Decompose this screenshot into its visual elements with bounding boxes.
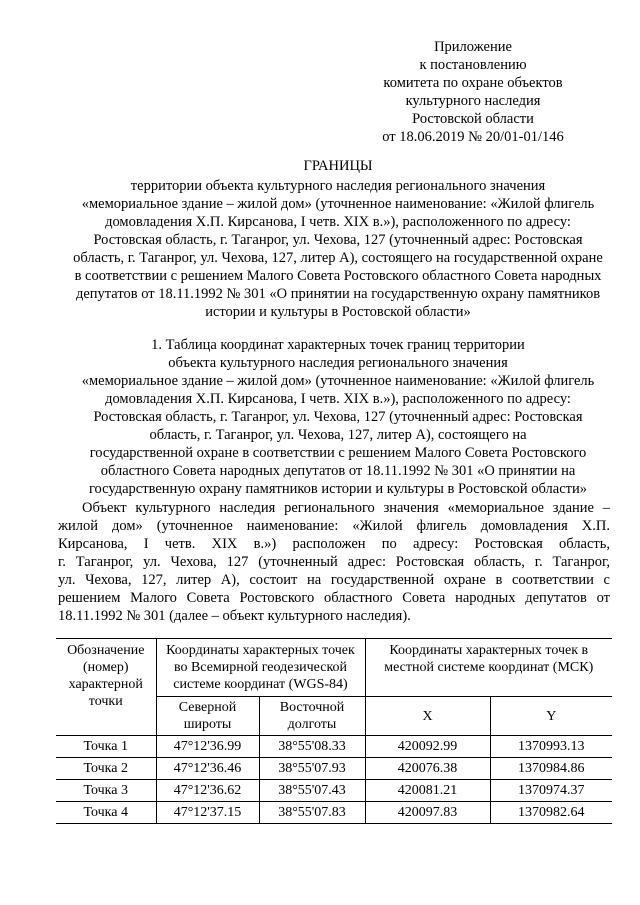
title-line: Ростовская область, г. Таганрог, ул. Чехова, 127 (уточненный адрес: Ростовская bbox=[93, 232, 583, 248]
section-line: объекта культурного наследия регионального значения bbox=[168, 355, 508, 371]
appendix-line: Приложение bbox=[434, 39, 512, 55]
cell-longitude: 38°55'07.93 bbox=[259, 758, 365, 780]
paragraph-line: Объект культурного наследия регионального значения «мемориальное здание – bbox=[82, 500, 610, 516]
appendix-header bbox=[358, 38, 588, 146]
table-row bbox=[56, 780, 612, 802]
section-line: государственную охрану памятников истории и культуры в Ростовской области» bbox=[88, 481, 588, 497]
cell-point: Точка 4 bbox=[56, 802, 156, 824]
section-line: 1. Таблица координат характерных точек границ территории bbox=[151, 337, 525, 353]
section-line: «мемориальное здание – жилой дом» (уточненное наименование: «Жилой флигель bbox=[81, 373, 595, 389]
paragraph-line: ул. Чехова, 127, литер А), состоит на государственной охране в соответствии с bbox=[58, 572, 610, 588]
cell-latitude: 47°12'37.15 bbox=[156, 802, 259, 824]
cell-point: Точка 1 bbox=[56, 736, 156, 758]
title-line: территории объекта культурного наследия регионального значения bbox=[130, 178, 546, 194]
paragraph-line: 18.11.1992 № 301 (далее – объект культурного наследия). bbox=[58, 608, 411, 624]
title-line: «мемориальное здание – жилой дом» (уточненное наименование: «Жилой флигель bbox=[81, 196, 595, 212]
cell-longitude: 38°55'08.33 bbox=[259, 736, 365, 758]
title-line: в соответствии с решением Малого Совета Ростовского областного Совета народных bbox=[74, 268, 602, 284]
cell-latitude: 47°12'36.62 bbox=[156, 780, 259, 802]
appendix-line: культурного наследия bbox=[405, 93, 541, 109]
cell-latitude: 47°12'36.46 bbox=[156, 758, 259, 780]
table-row bbox=[56, 736, 612, 758]
cell-x: 420097.83 bbox=[365, 802, 490, 824]
object-description-paragraph bbox=[58, 499, 610, 625]
document-title bbox=[58, 157, 618, 321]
table-header-row bbox=[56, 639, 612, 697]
paragraph-line: Кирсанова, I четв. XIX в.») расположен по адресу: Ростовская область, bbox=[58, 536, 610, 552]
header-msk: Координаты характерных точек в местной системе координат (МСК) bbox=[365, 639, 612, 697]
header-designation: Обозначение (номер) характерной точки bbox=[56, 639, 156, 736]
cell-x: 420081.21 bbox=[365, 780, 490, 802]
subheader-longitude: Восточной долготы bbox=[259, 697, 365, 736]
title-line: истории и культуры в Ростовской области» bbox=[205, 304, 471, 320]
section-line: Ростовская область, г. Таганрог, ул. Чехова, 127 (уточненный адрес: Ростовская bbox=[93, 409, 583, 425]
header-wgs84: Координаты характерных точек во Всемирной геодезической системе координат (WGS-84) bbox=[156, 639, 365, 697]
section-line: областного Совета народных депутатов от 18.11.1992 № 301 «О принятии на bbox=[100, 463, 576, 479]
cell-y: 1370974.37 bbox=[490, 780, 612, 802]
subheader-y: Y bbox=[490, 697, 612, 736]
section-line: государственной охране в соответствии с решением Малого Совета Ростовского bbox=[89, 445, 587, 461]
cell-y: 1370982.64 bbox=[490, 802, 612, 824]
cell-point: Точка 2 bbox=[56, 758, 156, 780]
cell-longitude: 38°55'07.43 bbox=[259, 780, 365, 802]
title-heading: ГРАНИЦЫ bbox=[303, 158, 373, 174]
section-line: область, г. Таганрог, ул. Чехова, 127, литер А), состоящего на bbox=[149, 427, 527, 443]
appendix-line: к постановлению bbox=[419, 57, 527, 73]
cell-point: Точка 3 bbox=[56, 780, 156, 802]
cell-y: 1370993.13 bbox=[490, 736, 612, 758]
cell-longitude: 38°55'07.83 bbox=[259, 802, 365, 824]
cell-x: 420076.38 bbox=[365, 758, 490, 780]
paragraph-line: г. Таганрог, ул. Чехова, 127 (уточненный адрес: Ростовская область, г. Таганрог, bbox=[58, 554, 610, 570]
section-heading bbox=[58, 336, 618, 498]
section-line: домовладения Х.П. Кирсанова, I четв. XIX в.»), расположенного по адресу: bbox=[105, 391, 571, 407]
subheader-latitude: Северной широты bbox=[156, 697, 259, 736]
subheader-x: X bbox=[365, 697, 490, 736]
paragraph-line: решением Малого Совета Ростовского областного Совета народных депутатов от bbox=[58, 590, 610, 606]
appendix-date-line: от 18.06.2019 № 20/01-01/146 bbox=[382, 129, 564, 145]
coordinates-table bbox=[56, 638, 612, 824]
title-line: депутатов от 18.11.1992 № 301 «О принятии на государственную охрану памятников bbox=[75, 286, 601, 302]
title-line: домовладения Х.П. Кирсанова, I четв. XIX в.»), расположенного по адресу: bbox=[105, 214, 571, 230]
paragraph-line: жилой дом» (уточненное наименование: «Жилой флигель домовладения Х.П. bbox=[58, 518, 610, 534]
table-row bbox=[56, 802, 612, 824]
cell-y: 1370984.86 bbox=[490, 758, 612, 780]
appendix-line: Ростовской области bbox=[412, 111, 534, 127]
title-line: область, г. Таганрог, ул. Чехова, 127, литер А), состоящего на государственной охране bbox=[73, 250, 603, 266]
cell-latitude: 47°12'36.99 bbox=[156, 736, 259, 758]
cell-x: 420092.99 bbox=[365, 736, 490, 758]
table-row bbox=[56, 758, 612, 780]
appendix-line: комитета по охране объектов bbox=[383, 75, 563, 91]
